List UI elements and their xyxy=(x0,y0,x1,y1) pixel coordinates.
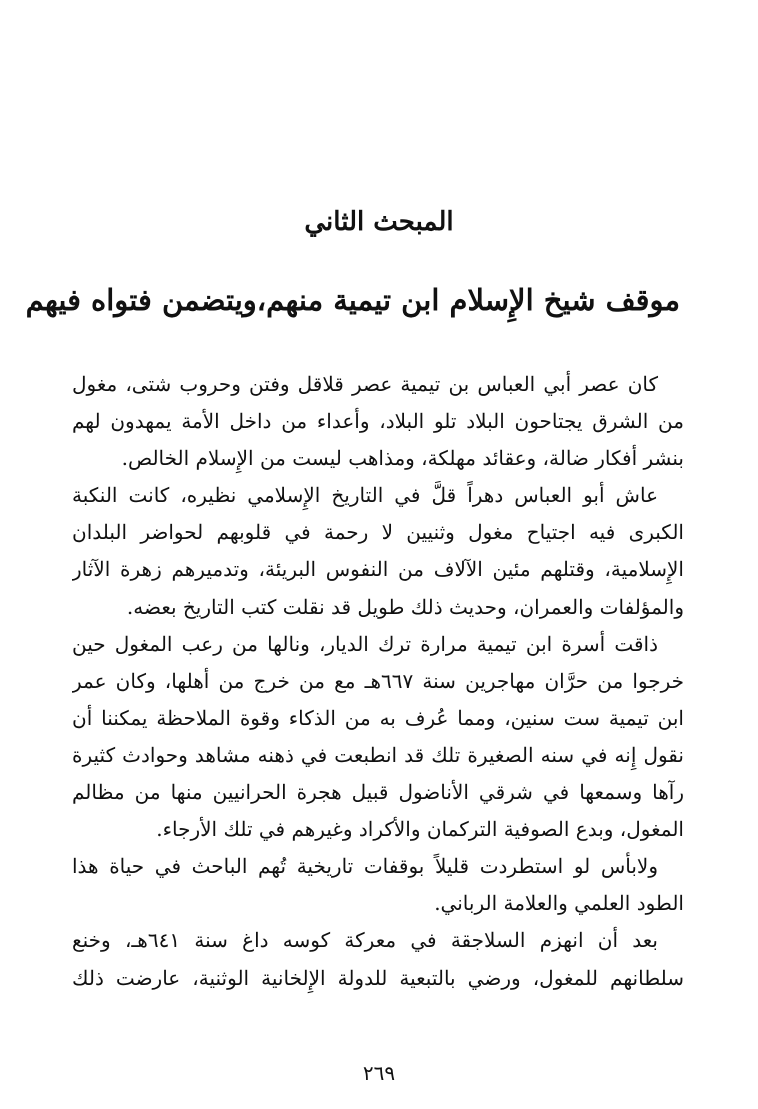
paragraph-2 xyxy=(72,477,684,625)
page-number: ٢٦٩ xyxy=(362,1061,396,1085)
text-line: ولابأس لو استطردت قليلاً بوقفات تاريخية تُهم الباحث في حياة هذا xyxy=(72,854,658,879)
text-line: عاش أبو العباس دهراً قلَّ في التاريخ الإِسلامي نظيره، كانت النكبة xyxy=(72,483,658,508)
text-line: المغول، وبدع الصوفية التركمان والأكراد وغيرهم في تلك الأرجاء. xyxy=(156,817,684,842)
text-line: من الشرق يجتاحون البلاد تلو البلاد، وأعداء من داخل الأمة يمهدون لهم xyxy=(72,409,684,434)
text-line: بنشر أفكار ضالة، وعقائد مهلكة، ومذاهب ليست من الإِسلام الخالص. xyxy=(121,446,684,471)
text-line: نقول إِنه في سنه الصغيرة تلك قد انطبعت في ذهنه مشاهد وحوادث كثيرة xyxy=(72,742,684,767)
chapter-title: موقف شيخ الإِسلام ابن تيمية منهم،ويتضمن فتواه فيهم xyxy=(25,283,680,317)
text-line: رآها وسمعها في شرقي الأناضول قبيل هجرة الحرانيين منها من مظالم xyxy=(72,780,684,805)
text-line: كان عصر أبي العباس بن تيمية عصر قلاقل وفتن وحروب شتى، مغول xyxy=(72,372,658,396)
paragraph-5 xyxy=(72,922,684,996)
text-line: سلطانهم للمغول، ورضي بالتبعية للدولة الإِلخانية الوثنية، عارضت ذلك xyxy=(72,965,684,990)
paragraph-1 xyxy=(72,366,684,477)
section-label: المبحث الثاني xyxy=(304,207,454,237)
paragraph-4 xyxy=(72,848,684,922)
paragraph-3 xyxy=(72,626,684,849)
text-line: الكبرى فيه اجتياح مغول وثنيين لا رحمة في قلوبهم لحواضر البلدان xyxy=(72,520,684,545)
text-line: والمؤلفات والعمران، وحديث ذلك طويل قد نقلت كتب التاريخ بعضه. xyxy=(126,594,684,619)
text-line: الطود العلمي والعلامة الرباني. xyxy=(434,891,684,916)
body-text xyxy=(72,366,684,997)
text-line: ذاقت أسرة ابن تيمية مرارة ترك الديار، ونالها من رعب المغول حين xyxy=(72,631,658,656)
text-line: الإِسلامية، وقتلهم مئين الآلاف من النفوس البريئة، وتدميرهم زهرة الآثار xyxy=(72,557,684,582)
text-line: خرجوا من حرَّان مهاجرين سنة ٦٦٧هـ مع من خرج من أهلها، وكان عمر xyxy=(72,668,684,693)
text-line: بعد أن انهزم السلاجقة في معركة كوسه داغ سنة ٦٤١هـ، وخنع xyxy=(72,928,658,953)
text-line: ابن تيمية ست سنين، ومما عُرف به من الذكاء وقوة الملاحظة يمكننا أن xyxy=(72,705,684,730)
